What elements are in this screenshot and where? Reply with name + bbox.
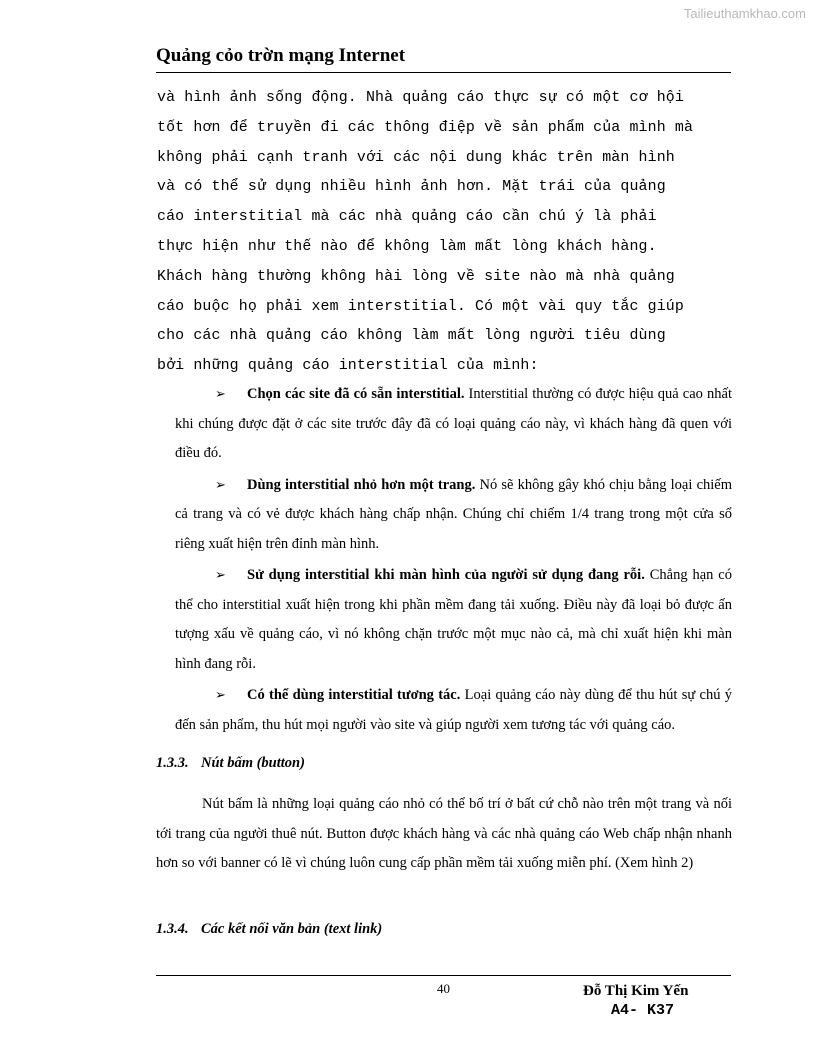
intro-line: cáo interstitial mà các nhà quảng cáo cần chú ý là phải bbox=[157, 209, 657, 226]
arrow-bullet-icon: ➢ bbox=[215, 688, 226, 703]
footer-author: Đỗ Thị Kim Yến bbox=[583, 983, 689, 999]
section-title: Nút bấm (button) bbox=[201, 755, 305, 771]
button-paragraph: Nút bấm là những loại quảng cáo nhỏ có thể bố trí ở bất cứ chỗ nào trên một trang và nối tới trang của người thuê nút. Button được khách hàng và các nhà quảng cáo Web chấp nhận nhanh hơn so với banner có lẽ vì chúng luôn cung cấp phần mềm tải xuống miễn phí. (Xem hình 2) bbox=[156, 796, 732, 871]
intro-line: cáo buộc họ phải xem interstitial. Có một vài quy tắc giúp bbox=[157, 298, 684, 315]
bullet-lead: Sử dụng interstitial khi màn hình của người sử dụng đang rỗi. bbox=[247, 567, 645, 583]
bullet-item bbox=[175, 380, 732, 469]
bullet-item bbox=[175, 471, 732, 560]
intro-line: bởi những quảng cáo interstitial của mình: bbox=[157, 358, 539, 375]
section-number: 1.3.4. bbox=[156, 921, 189, 937]
section-title: Các kết nối văn bản (text link) bbox=[201, 921, 383, 937]
section-heading-1-3-3 bbox=[156, 755, 305, 772]
footer-divider bbox=[156, 975, 731, 976]
intro-line: không phải cạnh tranh với các nội dung khác trên màn hình bbox=[157, 149, 675, 166]
watermark: Tailieuthamkhao.com bbox=[683, 6, 806, 21]
bullet-text: Nó sẽ không gây khó chịu bằng loại chiếm cả trang và có vẻ được khách hàng chấp nhận. Chúng chỉ chiếm 1/4 trang trong một cửa sổ riêng xuất hiện trên đỉnh màn hình. bbox=[175, 476, 732, 552]
bullet-text: Chẳng hạn có thể cho interstitial xuất hiện trong khi phần mềm đang tải xuống. Điều này đã loại bỏ được ấn tượng xấu về quảng cáo, vì nó không chặn trước một mục nào cả, mà chỉ xuất hiện khi màn hình đang rỗi. bbox=[175, 567, 732, 672]
intro-line: và hình ảnh sống động. Nhà quảng cáo thực sự có một cơ hội bbox=[157, 90, 684, 106]
bullet-lead: Có thể dùng interstitial tương tác. bbox=[247, 687, 461, 703]
intro-line: Khách hàng thường không hài lòng về site nào mà nhà quảng bbox=[157, 268, 675, 285]
intro-paragraph bbox=[157, 84, 734, 382]
bullet-list bbox=[175, 380, 732, 742]
bullet-lead: Chọn các site đã có sẵn interstitial. bbox=[247, 386, 465, 402]
footer-class-code: A4- K37 bbox=[611, 1002, 675, 1019]
intro-line: thực hiện như thế nào để không làm mất lòng khách hàng. bbox=[157, 238, 657, 255]
arrow-bullet-icon: ➢ bbox=[215, 568, 226, 583]
bullet-text: Interstitial thường có được hiệu quả cao nhất khi chúng được đặt ở các site trước đây đã có loại quảng cáo này, vì khách hàng đã quen với điều đó. bbox=[175, 386, 732, 461]
bullet-lead: Dùng interstitial nhỏ hơn một trang. bbox=[247, 476, 476, 493]
section-number: 1.3.3. bbox=[156, 755, 189, 771]
bullet-item bbox=[175, 561, 732, 679]
arrow-bullet-icon: ➢ bbox=[215, 477, 226, 493]
intro-line: cho các nhà quảng cáo không làm mất lòng người tiêu dùng bbox=[157, 328, 666, 345]
arrow-bullet-icon: ➢ bbox=[215, 387, 226, 402]
bullet-item bbox=[175, 681, 732, 740]
intro-line: và có thể sử dụng nhiều hình ảnh hơn. Mặt trái của quảng bbox=[157, 179, 666, 196]
page-header-title: Quảng cỏo trờn mạng Internet bbox=[156, 45, 731, 73]
bullet-text: Loại quảng cáo này dùng để thu hút sự chú ý đến sản phẩm, thu hút mọi người vào site và giúp người xem tương tác với quảng cáo. bbox=[175, 687, 733, 733]
intro-line: tốt hơn để truyền đi các thông điệp về sản phẩm của mình mà bbox=[157, 119, 694, 136]
page-number: 40 bbox=[437, 981, 450, 996]
section-heading-1-3-4 bbox=[156, 921, 382, 938]
